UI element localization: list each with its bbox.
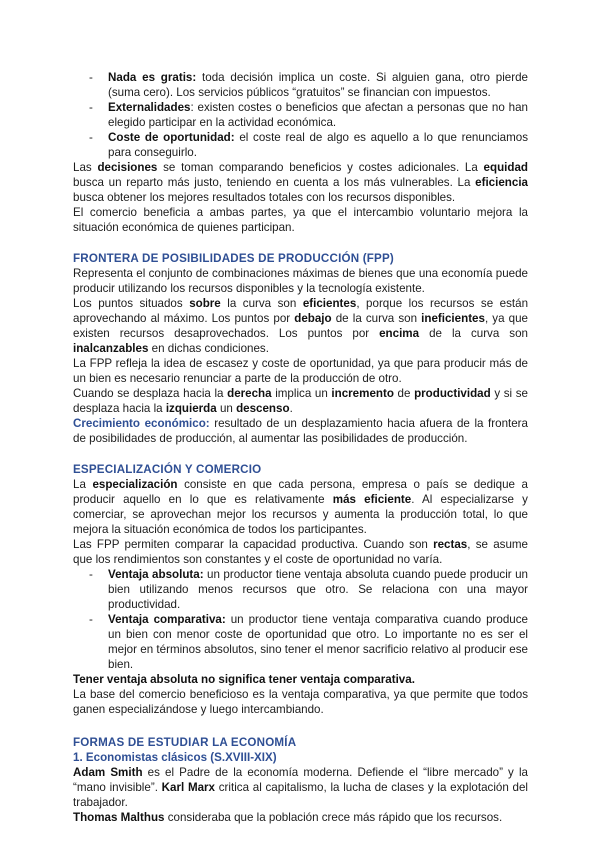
- bold-term: más eficiente: [332, 493, 412, 506]
- text: busca un reparto más justo, teniendo en cuenta a los más vulnerables. La: [73, 176, 476, 189]
- text: , porque los recursos se están aprovechando al máximo. Los puntos por: [73, 297, 529, 325]
- bullet-text: un productor tiene ventaja comparativa cuando produce un bien con menor coste de oportunidad que otro. Lo importante no es ser el mejor en términos absolutos, sino tener el menor sacrificio relativo al producir ese bien.: [108, 613, 528, 671]
- text: un: [216, 402, 237, 415]
- bullet-text: : existen costes o beneficios que afectan a personas que no han elegido participar en la actividad económica.: [108, 101, 528, 129]
- section-heading-specialization: ESPECIALIZACIÓN Y COMERCIO: [73, 463, 262, 476]
- text: resultado de un desplazamiento hacia afuera de la frontera de posibilidades de producción, al aumentar las posibilidades de producción.: [73, 417, 528, 445]
- bold-term: descenso: [236, 402, 290, 415]
- decisions-paragraph: [73, 160, 528, 205]
- bold-term: incremento: [331, 387, 394, 400]
- dash-bullet: -: [89, 568, 93, 581]
- bullet-term: Nada es gratis:: [108, 71, 197, 84]
- section-heading-fpp: FRONTERA DE POSIBILIDADES DE PRODUCCIÓN (FPP): [73, 252, 394, 265]
- subsection-heading-classics: 1. Economistas clásicos (S.XVIII-XIX): [73, 751, 277, 764]
- text: es el Padre de la economía moderna. Defiende el “libre mercado” y la “mano invisible”.: [73, 766, 528, 794]
- bold-term: ineficientes: [421, 312, 485, 325]
- text: de la curva son: [331, 312, 422, 325]
- fpp-paragraph-1: Representa el conjunto de combinaciones máximas de bienes que una economía puede producir utilizando los recursos disponibles y la tecnología existente.: [73, 267, 528, 295]
- text: . Al especializarse y comerciar, se aprovechan mejor los recursos y aumenta la producción total, lo que mejora la situación económica de todos los participantes.: [73, 493, 528, 536]
- ways-paragraph-2: [73, 810, 528, 825]
- bullet-text: un productor tiene ventaja absoluta cuando puede producir un bien utilizando menos recursos que otro. Se relaciona con una mayor productividad.: [108, 568, 528, 611]
- bold-term: Karl Marx: [161, 781, 216, 794]
- dash-bullet: -: [89, 71, 93, 84]
- text: Los puntos situados: [73, 297, 190, 310]
- bold-term: Thomas Malthus: [73, 811, 165, 824]
- dash-bullet: -: [89, 131, 93, 144]
- bullet-text: el coste real de algo es aquello a lo que renunciamos para conseguirlo.: [108, 131, 529, 159]
- list-item: [73, 130, 528, 160]
- bullet-term: Coste de oportunidad:: [108, 131, 235, 144]
- highlight-term: Crecimiento económico:: [73, 417, 210, 430]
- bold-term: decisiones: [97, 161, 158, 174]
- list-item: [73, 612, 528, 672]
- spec-note: [73, 672, 528, 687]
- text: Las FPP permiten comparar la capacidad productiva. Cuando son: [73, 538, 434, 551]
- bold-term: eficientes: [302, 297, 357, 310]
- bullet-term: Ventaja absoluta:: [108, 568, 204, 581]
- text: consiste en que cada persona, empresa o país se dedique a producir aquello en lo que es relativamente: [73, 478, 528, 506]
- list-item: [73, 100, 528, 130]
- bold-term: derecha: [227, 387, 272, 400]
- text: La: [73, 478, 93, 491]
- bold-term: encima: [379, 327, 420, 340]
- text: de la curva son: [419, 327, 528, 340]
- dash-bullet: -: [89, 101, 93, 114]
- text: Las: [73, 161, 98, 174]
- bold-note: Tener ventaja absoluta no significa tener ventaja comparativa.: [73, 673, 415, 686]
- trade-paragraph: El comercio beneficia a ambas partes, ya que el intercambio voluntario mejora la situación económica de quienes participan.: [73, 206, 528, 234]
- text: en dichas condiciones.: [148, 342, 269, 355]
- bold-term: especialización: [92, 478, 178, 491]
- text: Cuando se desplaza hacia la: [73, 387, 228, 400]
- text: busca obtener los mejores resultados totales con los recursos disponibles.: [73, 191, 456, 204]
- text: critica al capitalismo, la lucha de clases y la explotación del trabajador.: [73, 781, 529, 809]
- spec-paragraph-2: [73, 537, 528, 567]
- bold-term: Adam Smith: [73, 766, 143, 779]
- bold-term: izquierda: [165, 402, 217, 415]
- list-item: [73, 567, 528, 612]
- fpp-paragraph-5: [73, 416, 528, 446]
- advantage-bullet-list: [73, 567, 528, 672]
- text: de: [393, 387, 415, 400]
- fpp-paragraph-4: [73, 386, 528, 416]
- text: se toman comparando beneficios y costes adicionales. La: [157, 161, 484, 174]
- text: y si se desplaza hacia la: [73, 387, 528, 415]
- bold-term: rectas: [433, 538, 468, 551]
- text: la curva son: [220, 297, 303, 310]
- text: , ya que existen recursos desaprovechados. Los puntos por: [73, 312, 528, 340]
- ways-paragraph-1: [73, 765, 528, 810]
- fpp-paragraph-2: [73, 296, 528, 356]
- spec-paragraph-3: La base del comercio beneficioso es la ventaja comparativa, ya que permite que todos ganen especializándose y luego intercambiando.: [73, 688, 528, 716]
- list-item: [73, 70, 528, 100]
- text: implica un: [271, 387, 332, 400]
- document-body: [73, 70, 528, 825]
- text: , se asume que los rendimientos son constantes y el coste de oportunidad no varía.: [73, 538, 528, 566]
- bullet-text: toda decisión implica un coste. Si alguien gana, otro pierde (suma cero). Los servicios públicos “gratuitos” se financian con impuestos.: [108, 71, 528, 99]
- bold-term: equidad: [483, 161, 528, 174]
- spec-paragraph-1: [73, 477, 528, 537]
- bold-term: debajo: [294, 312, 332, 325]
- dash-bullet: -: [89, 613, 93, 626]
- bullet-term: Externalidades: [108, 101, 191, 114]
- intro-bullet-list: [73, 70, 528, 160]
- bold-term: productividad: [414, 387, 491, 400]
- text: .: [289, 402, 293, 415]
- bold-term: eficiencia: [475, 176, 528, 189]
- bold-term: sobre: [189, 297, 221, 310]
- section-heading-ways: FORMAS DE ESTUDIAR LA ECONOMÍA: [73, 736, 297, 749]
- fpp-paragraph-3: La FPP refleja la idea de escasez y coste de oportunidad, ya que para producir más de un bien es necesario renunciar a parte de la producción de otro.: [73, 357, 528, 385]
- bold-term: inalcanzables: [73, 342, 149, 355]
- text: consideraba que la población crece más rápido que los recursos.: [164, 811, 503, 824]
- bullet-term: Ventaja comparativa:: [108, 613, 226, 626]
